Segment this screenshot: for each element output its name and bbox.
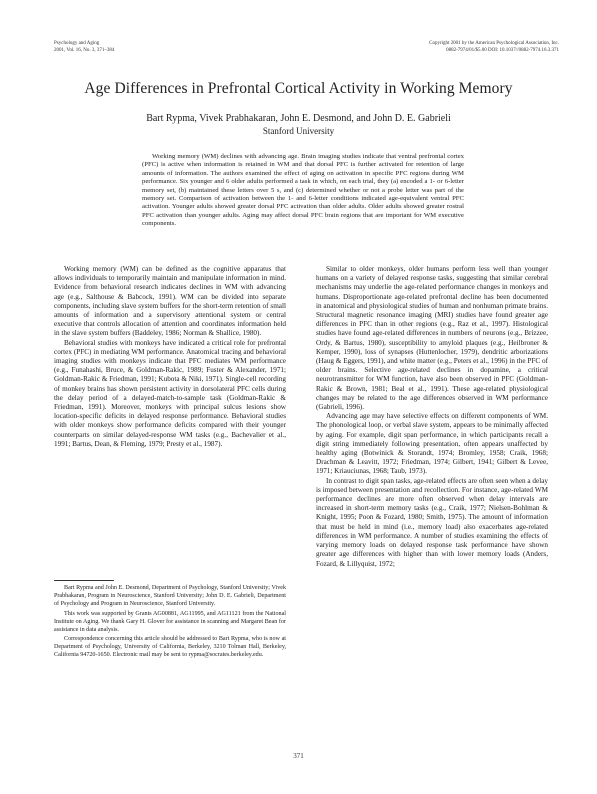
footnote-divider [54,580,114,581]
paragraph: Working memory (WM) can be defined as the cognitive apparatus that allows individuals to temporarily maintain and manipulate information in mind. Evidence from behavioral research indicates declines in WM with advancing age (e.g., Salthouse & Babcock, 1991). WM can be divided into separate components, including slave system buffers for the short-term retention of small amounts of information and a supervisory attentional system or central executive that controls allocation of attention and coordinates information held in the slave system buffers (Baddeley, 1986; Norman & Shallice, 1980). [54,265,286,338]
body-column-right [316,265,548,569]
affiliation: Stanford University [262,126,335,136]
author-list: Bart Rypma, Vivek Prabhakaran, John E. Desmond, and John D. E. Gabrieli [146,113,451,124]
author-note [54,585,286,662]
abstract-text: Working memory (WM) declines with advancing age. Brain imaging studies indicate that ventral prefrontal cortex (PFC) is active when information is retained in WM and that dorsal PFC is further activated for retention of large amounts of information. The authors examined the effect of aging on activation in specific PFC regions during WM performance. Six younger and 6 older adults performed a task in which, on each trial, they (a) encoded a 1- or 6-letter memory set, (b) maintained these letters over 5 s, and (c) determined whether or not a probe letter was part of the memory set. Comparison of activation between the 1- and 6-letter conditions indicated age-equivalent ventral PFC activation. Younger adults showed greater dorsal PFC activation than older adults. Older adults showed greater rostral PFC activation than younger adults. Aging may affect dorsal PFC brain regions that are important for WM executive components. [142,153,464,228]
copyright-header [429,41,559,54]
doi-line: 0882-7974/01/$5.00 DOI: 10.1037//0882-7974.16.3.371 [446,47,559,53]
copyright-notice: Copyright 2001 by the American Psychological Association, Inc. [429,41,559,46]
paragraph: Behavioral studies with monkeys have indicated a critical role for prefrontal cortex (PFC) in mediating WM performance. Anatomical tracing and behavioral imaging studies with monkeys indicate that PFC mediates WM performance (e.g., Funahashi, Bruce, & Goldman-Rakic, 1989; Fuster & Alexander, 1971; Goldman-Rakic & Friedman, 1991; Kubota & Niki, 1971). Single-cell recording of monkey brains has shown persistent activity in dorsolateral PFC cells during the delay period of a delayed-match-to-sample task (Goldman-Rakic & Friedman, 1991). Moreover, monkeys with principal sulcus lesions show location-specific deficits in delayed response performance. Behavioral studies with older monkeys show performance deficits compared with their younger counterparts on similar delayed-response WM tasks (e.g., Bachevalier et al., 1991; Bartus, Dean, & Fleming, 1979; Presty et al., 1987). [54,338,286,448]
body-column-left [54,265,286,449]
paragraph: Advancing age may have selective effects on different components of WM. The phonological loop, or verbal slave system, appears to be minimally affected by aging. For example, digit span performance, in which participants recall a digit string immediately following presentation, often appears unaffected by healthy aging (Botwinick & Storandt, 1974; Bromley, 1958; Craik, 1968; Drachman & Leavitt, 1972; Friedman, 1974; Gilbert, 1941; Gilbert & Levee, 1971; Kriauciunas, 1968; Taub, 1973). [316,412,548,476]
footnote: Correspondence concerning this article should be addressed to Bart Rypma, who is now at Department of Psychology, University of California, Berkeley, 3210 Tolman Hall, Berkeley, California 94720-1650. Electronic mail may be sent to rypma@socrates.berkeley.edu. [54,636,286,659]
page-number: 371 [293,752,304,760]
footnote: Bart Rypma and John E. Desmond, Department of Psychology, Stanford University; Vivek Prabhakaran, Program in Neuroscience, Stanford University; John D. E. Gabrieli, Department of Psychology and Program in Neuroscience, Stanford University. [54,585,286,607]
footnote: This work was supported by Grants AG00881, AG11995, and AG11121 from the National Institute on Aging. We thank Gary H. Glover for assistance in scanning and Margaret Bean for assistance in data analysis. [54,610,286,633]
journal-name: Psychology and Aging [54,41,100,46]
article-title: Age Differences in Prefrontal Cortical Activity in Working Memory [84,80,513,97]
paragraph: Similar to older monkeys, older humans perform less well than younger humans on a variety of delayed response tasks, suggesting that similar cerebral mechanisms may underlie the age-related performance changes in monkeys and humans. Disproportionate age-related prefrontal decline has been documented in anatomical and physiological studies of human and nonhuman primate brains. Structural magnetic resonance imaging (MRI) studies have found greater age differences in PFC than in other regions (e.g., Raz et al., 1997). Histological studies have found age-related differences in numbers of neurons (e.g., Brizzee, Ordy, & Bartus, 1980), susceptibility to amyloid plaques (e.g., Heilbroner & Kemper, 1990), loss of synapses (Huttenlocher, 1979), dendritic arborizations (Haug & Eggers, 1991), and white matter (e.g., Peters et al., 1996) in the PFC of older brains. Selective age-related declines in dopamine, a critical neurotransmitter for WM function, have also been observed in PFC (Goldman-Rakic & Brown, 1981; Beal et al., 1991). These age-related physiological changes may be related to the age differences observed in WM performance (Gabrieli, 1996). [316,265,548,412]
journal-volume: 2001, Vol. 16, No. 3, 371–384 [54,47,115,53]
abstract [142,153,464,229]
journal-header [54,41,114,54]
paragraph: In contrast to digit span tasks, age-related effects are often seen when a delay is imposed between presentation and recollection. For instance, age-related WM performance declines are more often observed when delay intervals are increased in short-term memory tasks (e.g., Craik, 1977; Nielsen-Bohlman & Knight, 1995; Poon & Fozard, 1980; Smith, 1975). The amount of information that must be held in mind (i.e., memory load) also exacerbates age-related differences in WM performance. A number of studies examining the effects of varying memory loads on delayed response task performance have shown greater age differences with higher than with lower memory loads (Anders, Fozard, & Lillyquist, 1972; [316,476,548,568]
